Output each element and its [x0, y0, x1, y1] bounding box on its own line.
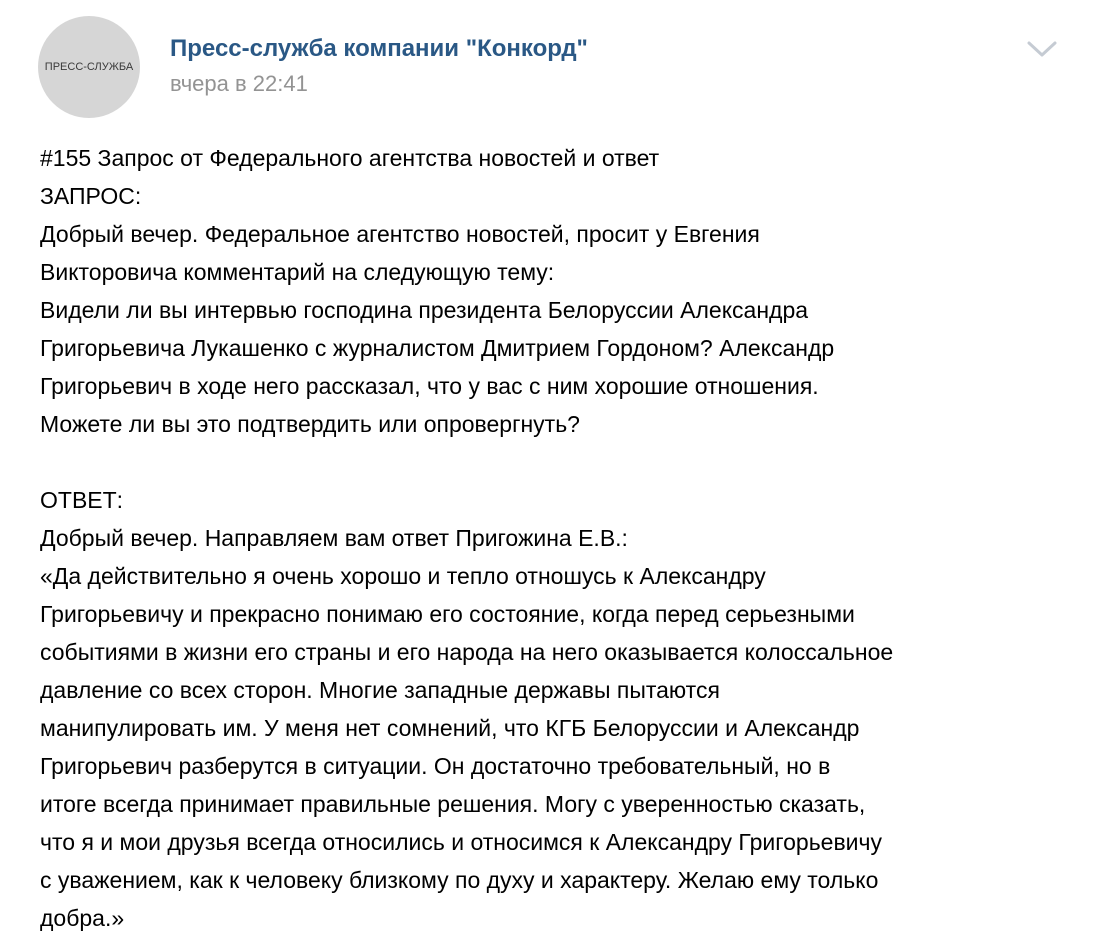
author-avatar[interactable] — [38, 16, 140, 118]
post-text-line: #155 Запрос от Федерального агентства новостей и ответ — [40, 145, 660, 171]
post-text-line: итоге всегда принимает правильные решения. Могу с уверенностью сказать, — [40, 791, 866, 817]
post-text-line: Добрый вечер. Направляем вам ответ Пригожина Е.В.: — [40, 525, 628, 551]
post-text-line: событиями в жизни его страны и его народа на него оказывается колоссальное — [40, 639, 894, 665]
post-date-link[interactable]: вчера в 22:41 — [170, 71, 308, 96]
post-menu-button[interactable] — [1024, 34, 1060, 64]
post-text-line: с уважением, как к человеку близкому по духу и характеру. Желаю ему только — [40, 867, 879, 893]
post-text-line: Григорьевич разберутся в ситуации. Он достаточно требовательный, но в — [40, 753, 831, 779]
post-text-line: манипулировать им. У меня нет сомнений, что КГБ Белоруссии и Александр — [40, 715, 860, 741]
post-text-line: ЗАПРОС: — [40, 183, 142, 209]
post-text-line: Видели ли вы интервью господина президента Белоруссии Александра — [40, 297, 809, 323]
chevron-down-icon — [1024, 34, 1060, 64]
post-text-line: что я и мои друзья всегда относились и относимся к Александру Григорьевичу — [40, 829, 883, 855]
post-text-line: Григорьевичу и прекрасно понимаю его состояние, когда перед серьезными — [40, 601, 855, 627]
post-text-line: ОТВЕТ: — [40, 487, 124, 513]
post-text-line: Викторовича комментарий на следующую тему: — [40, 259, 555, 285]
author-name-link[interactable]: Пресс-служба компании "Конкорд" — [170, 35, 588, 62]
post-text-line: добра.» — [40, 905, 125, 931]
paragraph-spacer — [40, 443, 1080, 481]
post-text-line: давление со всех сторон. Многие западные державы пытаются — [40, 677, 720, 703]
post-text-line: Можете ли вы это подтвердить или опровергнуть? — [40, 411, 580, 437]
post-body-text — [40, 139, 1080, 937]
post-header — [0, 0, 1102, 130]
post-text-line: Григорьевича Лукашенко с журналистом Дмитрием Гордоном? Александр — [40, 335, 835, 361]
post-text-line: «Да действительно я очень хорошо и тепло отношусь к Александру — [40, 563, 766, 589]
post-text-line: Григорьевич в ходе него рассказал, что у вас с ним хорошие отношения. — [40, 373, 819, 399]
avatar-label: ПРЕСС-СЛУЖБА — [44, 61, 134, 73]
post-text-line: Добрый вечер. Федеральное агентство новостей, просит у Евгения — [40, 221, 760, 247]
